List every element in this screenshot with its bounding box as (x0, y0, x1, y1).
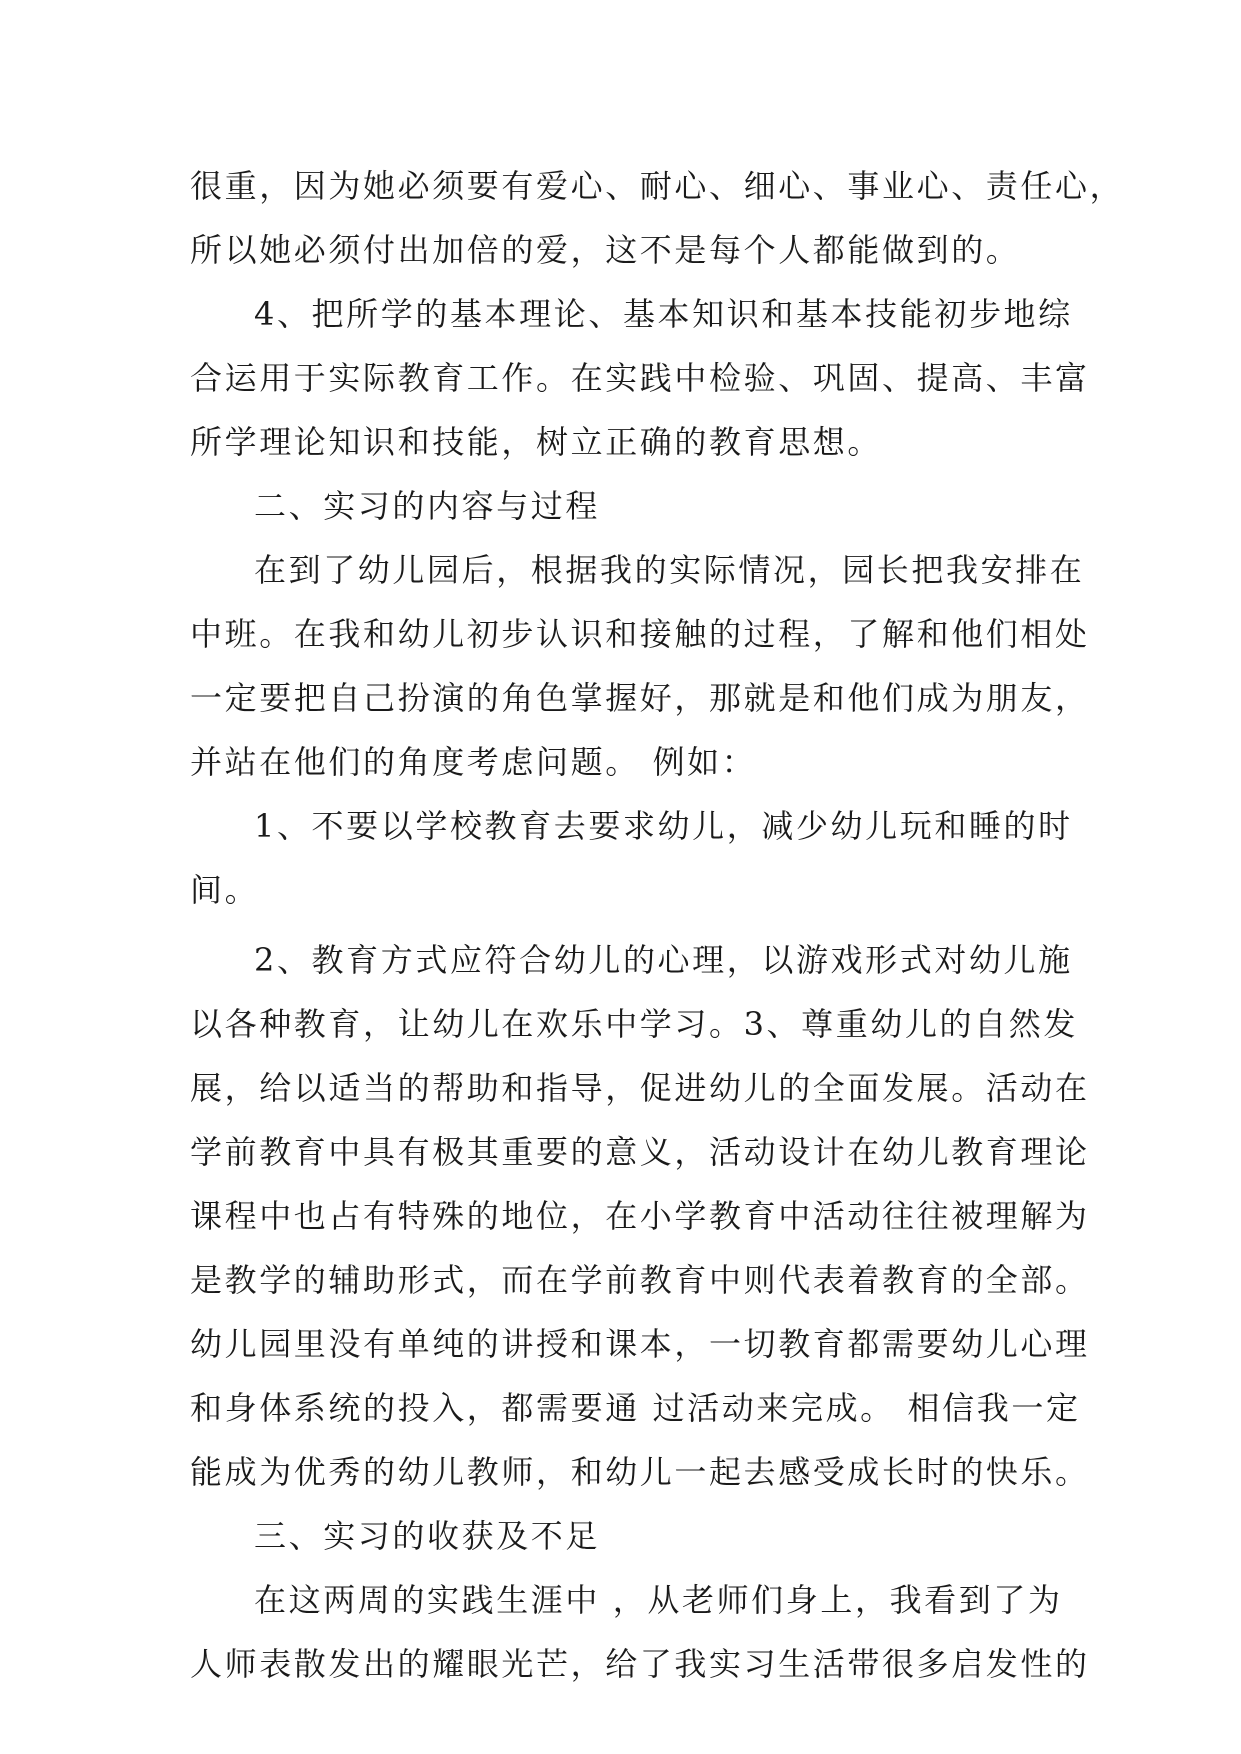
text-line: 展，给以适当的帮助和指导，促进幼儿的全面发展。活动在 (190, 1069, 1090, 1107)
text-line: 合运用于实际教育工作。在实践中检验、巩固、提高、丰富 (190, 359, 1090, 397)
text-line: 以各种教育，让幼儿在欢乐中学习。3、尊重幼儿的自然发 (190, 1005, 1078, 1043)
text-line: 所学理论知识和技能，树立正确的教育思想。 (190, 423, 883, 461)
text-line: 一定要把自己扮演的角色掌握好，那就是和他们成为朋友， (190, 679, 1090, 717)
text-line: 2、教育方式应符合幼儿的心理，以游戏形式对幼儿施 (254, 941, 1073, 979)
text-line: 幼儿园里没有单纯的讲授和课本，一切教育都需要幼儿心理 (190, 1325, 1090, 1363)
text-line: 是教学的辅助形式，而在学前教育中则代表着教育的全部。 (190, 1261, 1090, 1299)
text-line: 并站在他们的角度考虑问题。 例如： (190, 743, 757, 781)
section-heading: 三、实习的收获及不足 (254, 1517, 601, 1555)
text-line: 4、把所学的基本理论、基本知识和基本技能初步地综 (254, 295, 1073, 333)
text-line: 1、不要以学校教育去要求幼儿，减少幼儿玩和睡的时 (254, 807, 1073, 845)
body-text (190, 154, 1125, 1696)
text-line: 人师表散发出的耀眼光芒，给了我实习生活带很多启发性的 (190, 1645, 1090, 1683)
text-line: 在这两周的实践生涯中 ，从老师们身上，我看到了为 (254, 1581, 1063, 1619)
text-line: 很重，因为她必须要有爱心、耐心、细心、事业心、责任心， (190, 167, 1125, 205)
text-line: 能成为优秀的幼儿教师，和幼儿一起去感受成长时的快乐。 (190, 1453, 1090, 1491)
section-heading: 二、实习的内容与过程 (254, 487, 601, 525)
text-line: 和身体系统的投入，都需要通 过活动来完成。 相信我一定 (190, 1389, 1081, 1427)
text-line: 在到了幼儿园后，根据我的实际情况，园长把我安排在 (254, 551, 1085, 589)
text-line: 中班。在我和幼儿初步认识和接触的过程，了解和他们相处 (190, 615, 1090, 653)
text-line: 学前教育中具有极其重要的意义，活动设计在幼儿教育理论 (190, 1133, 1090, 1171)
text-line: 间。 (190, 871, 260, 909)
text-line: 所以她必须付出加倍的爱，这不是每个人都能做到的。 (190, 231, 1021, 269)
text-line: 课程中也占有特殊的地位，在小学教育中活动往往被理解为 (190, 1197, 1090, 1235)
